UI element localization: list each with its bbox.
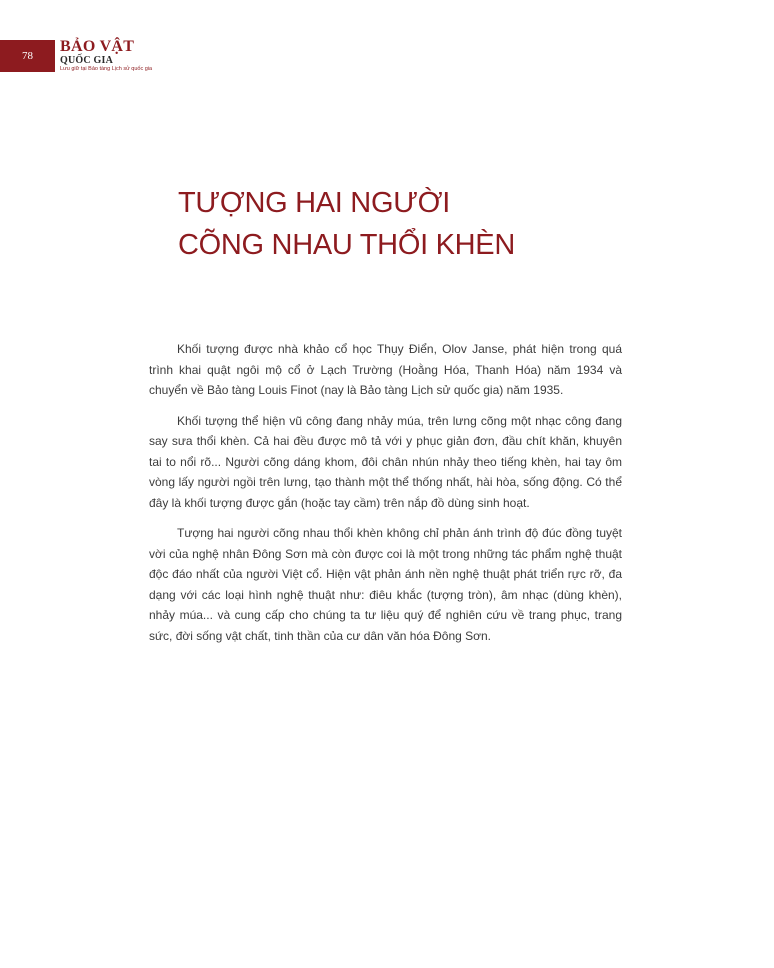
paragraph: Tượng hai người cõng nhau thổi khèn không chỉ phản ánh trình độ đúc đồng tuyệt vời của nghệ nhân Đông Sơn mà còn được coi là một trong những tác phẩm nghệ thuật độc đáo nhất của người Việt cổ. Hiện vật phản ánh nền nghệ thuật phát triển rực rỡ, đa dạng với các loại hình nghệ thuật như: điêu khắc (tượng tròn), âm nhạc (dùng khèn), nhảy múa... và cung cấp cho chúng ta tư liệu quý để nghiên cứu về trang phục, trang sức, đời sống vật chất, tinh thần của cư dân văn hóa Đông Sơn. [149,526,622,643]
article-title [178,182,698,266]
brand-title: BẢO VẬT [60,38,135,55]
article-title-line-2: CÕNG NHAU THỔI KHÈN [178,229,515,261]
page-number: 78 [22,50,33,62]
article-title-line-1: TƯỢNG HAI NGƯỜI [178,187,450,219]
paragraph: Khối tượng được nhà khảo cổ học Thụy Điển, Olov Janse, phát hiện trong quá trình khai quật ngôi mộ cổ ở Lạch Trường (Hoằng Hóa, Thanh Hóa) năm 1934 và chuyển về Bảo tàng Louis Finot (nay là Bảo tàng Lịch sử quốc gia) năm 1935. [149,342,622,397]
article-body [149,339,622,656]
paragraph: Khối tượng thể hiện vũ công đang nhảy múa, trên lưng cõng một nhạc công đang say sưa thổi khèn. Cả hai đều được mô tả với y phục giản đơn, đầu chít khăn, khuyên tai to nổi rõ... Người cõng dáng khom, đôi chân nhún nhảy theo tiếng khèn, hai tay ôm vòng lấy người ngồi trên lưng, tạo thành một thể thống nhất, hài hòa, sống động. Có thể đây là khối tượng được gắn (hoặc tay cầm) trên nắp đồ dùng sinh hoạt. [149,413,622,510]
brand-subtitle: QUỐC GIA [60,55,113,66]
page-number-tab [0,40,55,72]
brand-logo [60,38,152,73]
brand-caption: Lưu giữ tại Bảo tàng Lịch sử quốc gia [60,66,153,72]
